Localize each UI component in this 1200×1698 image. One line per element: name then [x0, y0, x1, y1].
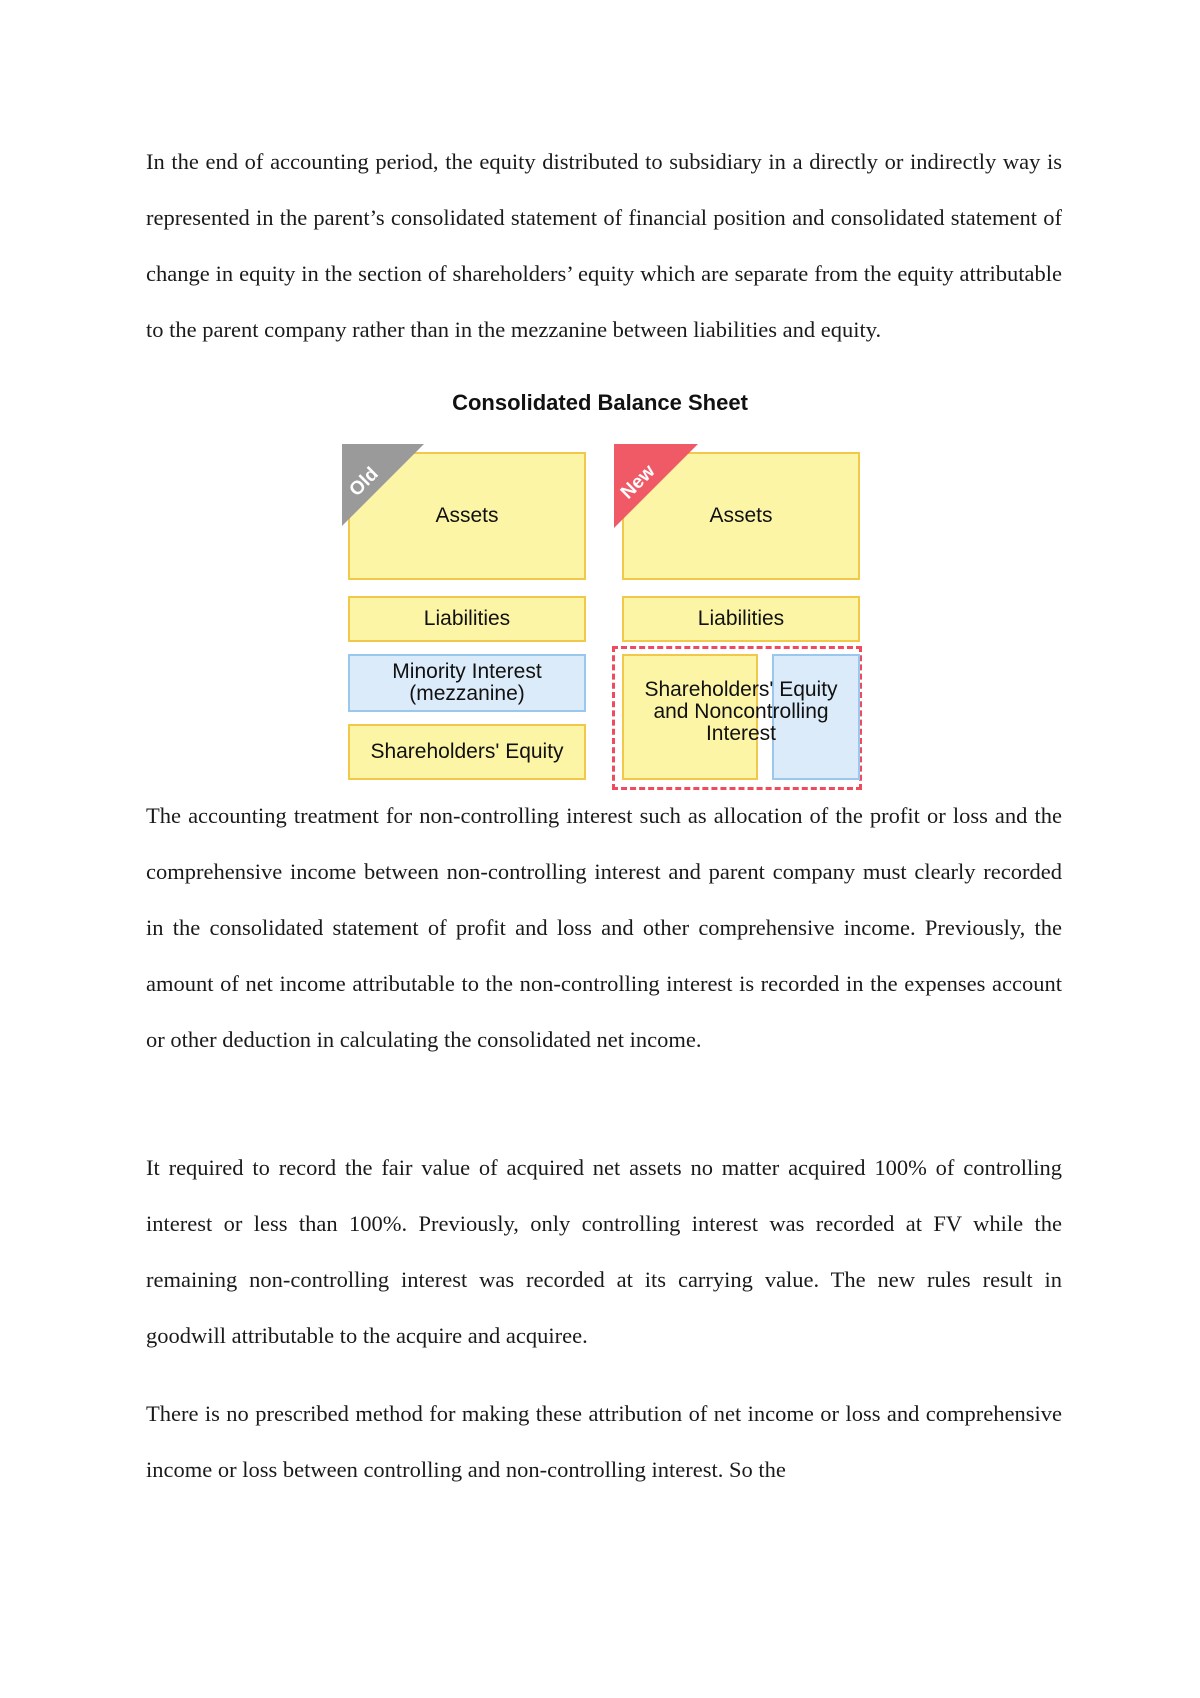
- old-equity-label: Shareholders' Equity: [370, 740, 564, 763]
- paragraph-1: In the end of accounting period, the equity distributed to subsidiary in a directly or indirectly way is represented in the parent’s consolidated statement of financial position and consolidated statement of change in equity in the section of shareholders’ equity which are separate from the equity attributable to the parent company rather than in the mezzanine between liabilities and equity.: [146, 149, 1062, 342]
- paragraph-2: The accounting treatment for non-controlling interest such as allocation of the profit or loss and the comprehensive income between non-controlling interest and parent company must clearly recorded in the consolidated statement of profit and loss and other comprehensive income. Previously, the amount of net income attributable to the non-controlling interest is recorded in the expenses account or other deduction in calculating the consolidated net income.: [146, 803, 1062, 1052]
- old-liabilities-label: Liabilities: [423, 607, 511, 630]
- old-minority-line-2: (mezzanine): [409, 682, 525, 705]
- old-liabilities-box: [348, 596, 586, 642]
- old-ribbon: [342, 444, 432, 534]
- paragraph-4: There is no prescribed method for making these attribution of net income or loss and comprehensive income or loss between controlling and non-controlling interest. So the: [146, 1401, 1062, 1482]
- paragraph-3: It required to record the fair value of acquired net assets no matter acquired 100% of controlling interest or less than 100%. Previously, only controlling interest was recorded at FV while the remaining non-controlling interest was recorded at its carrying value. The new rules result in goodwill attributable to the acquire and acquiree.: [146, 1155, 1062, 1348]
- new-liabilities-label: Liabilities: [697, 607, 785, 630]
- new-equity-line-2: and Noncontrolling: [653, 700, 829, 723]
- new-assets-label: Assets: [709, 504, 773, 527]
- new-liabilities-box: [622, 596, 860, 642]
- new-ribbon: [614, 444, 704, 534]
- old-equity-box: [348, 724, 586, 780]
- new-equity-line-1: Shareholders' Equity: [644, 678, 838, 701]
- old-minority-interest-box: [348, 654, 586, 712]
- new-ribbon-text: New: [616, 460, 660, 504]
- new-equity-line-3: Interest: [705, 722, 777, 745]
- old-assets-label: Assets: [435, 504, 499, 527]
- old-minority-line-1: Minority Interest: [392, 660, 542, 683]
- balance-sheet-figure: [0, 390, 1200, 790]
- figure-title: Consolidated Balance Sheet: [452, 390, 748, 415]
- old-ribbon-text: Old: [345, 463, 383, 501]
- new-equity-text: [622, 672, 860, 752]
